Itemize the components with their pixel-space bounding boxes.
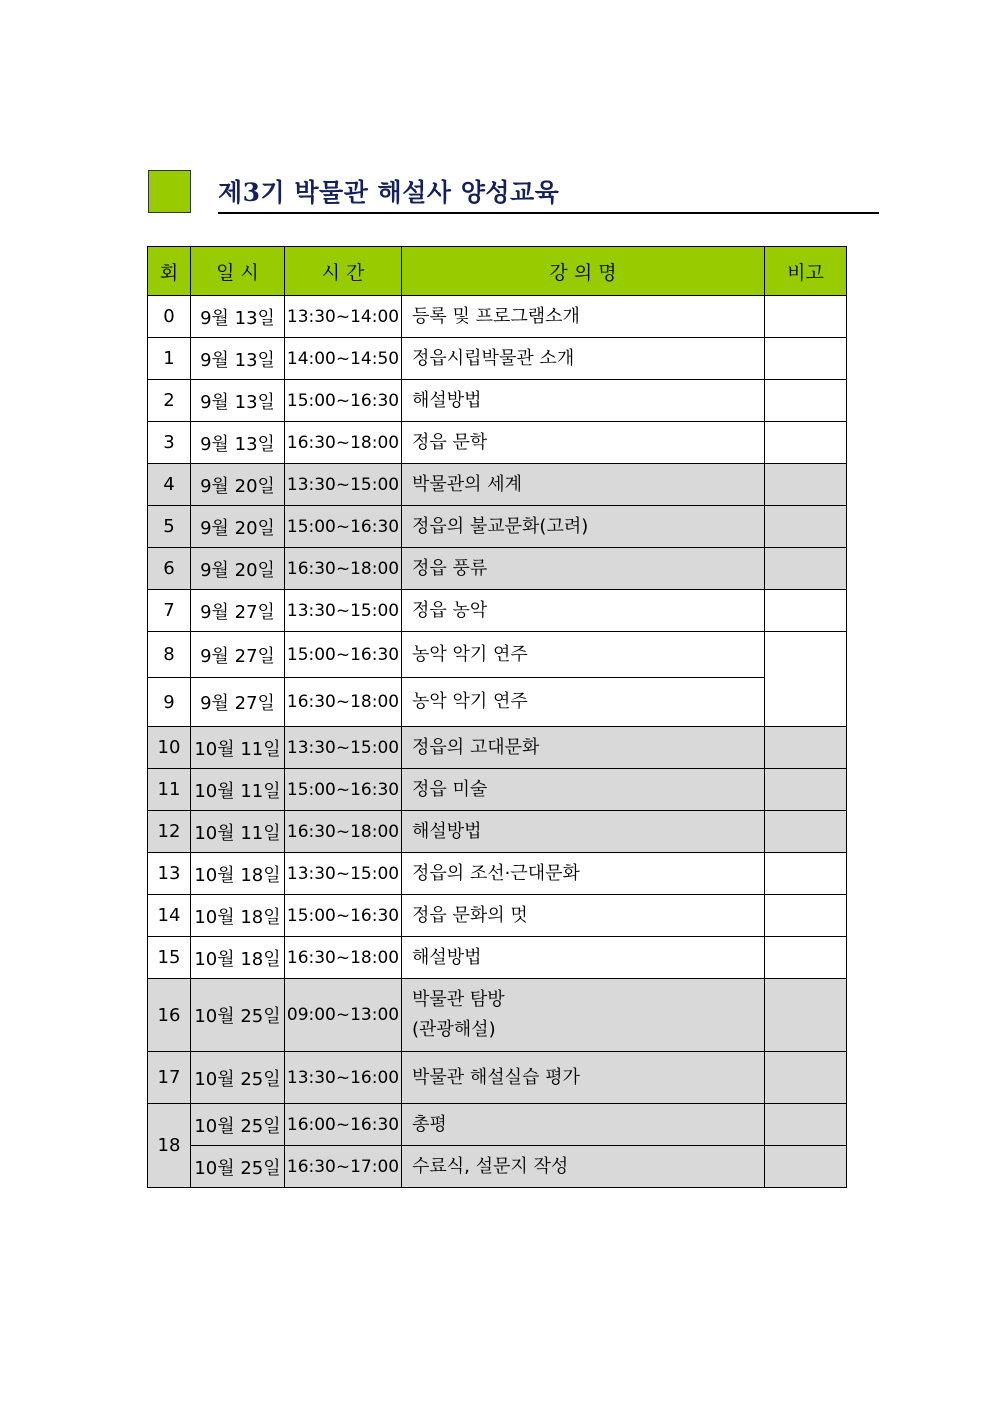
cell-date: 9월 13일 (191, 338, 285, 380)
cell-note (765, 1146, 847, 1188)
cell-time: 15:00~16:30 (285, 769, 402, 811)
cell-no: 14 (148, 895, 191, 937)
schedule-table (147, 246, 847, 1188)
cell-date: 10월 25일 (191, 1104, 285, 1146)
cell-note (765, 727, 847, 769)
cell-note (765, 548, 847, 590)
cell-date: 9월 13일 (191, 296, 285, 338)
cell-note (765, 338, 847, 380)
table-row (148, 632, 847, 678)
header-no: 회 (148, 247, 191, 296)
lecture-line-1: 박물관 탐방 (412, 989, 505, 1010)
cell-date: 10월 18일 (191, 853, 285, 895)
cell-no: 7 (148, 590, 191, 632)
cell-lecture: 정읍시립박물관 소개 (402, 338, 765, 380)
table-row (148, 1052, 847, 1104)
cell-date: 10월 25일 (191, 1052, 285, 1104)
table-row (148, 1104, 847, 1146)
table-row (148, 1146, 847, 1188)
table-row (148, 296, 847, 338)
table-row (148, 769, 847, 811)
cell-note (765, 464, 847, 506)
cell-note (765, 769, 847, 811)
cell-time: 16:30~18:00 (285, 811, 402, 853)
cell-date: 9월 13일 (191, 422, 285, 464)
lecture-line-2: (관광해설) (412, 1019, 496, 1040)
cell-note (765, 895, 847, 937)
header-date: 일 시 (191, 247, 285, 296)
cell-date: 10월 25일 (191, 1146, 285, 1188)
header-note: 비고 (765, 247, 847, 296)
cell-no: 6 (148, 548, 191, 590)
cell-date: 9월 20일 (191, 506, 285, 548)
cell-lecture: 수료식, 설문지 작성 (402, 1146, 765, 1188)
table-row (148, 380, 847, 422)
cell-date: 9월 20일 (191, 548, 285, 590)
cell-lecture: 박물관 해설실습 평가 (402, 1052, 765, 1104)
table-row (148, 506, 847, 548)
table-row (148, 979, 847, 1052)
cell-date: 10월 18일 (191, 937, 285, 979)
cell-lecture: 정읍 문화의 멋 (402, 895, 765, 937)
cell-time: 16:30~18:00 (285, 678, 402, 727)
cell-no: 9 (148, 678, 191, 727)
header-lecture: 강 의 명 (402, 247, 765, 296)
cell-lecture: 정읍 풍류 (402, 548, 765, 590)
header-time: 시 간 (285, 247, 402, 296)
cell-date: 10월 11일 (191, 727, 285, 769)
cell-no: 0 (148, 296, 191, 338)
cell-lecture: 정읍 미술 (402, 769, 765, 811)
cell-lecture: 총평 (402, 1104, 765, 1146)
table-row (148, 338, 847, 380)
cell-no: 1 (148, 338, 191, 380)
cell-note (765, 979, 847, 1052)
cell-time: 13:30~15:00 (285, 727, 402, 769)
table-row (148, 590, 847, 632)
table-row (148, 811, 847, 853)
cell-date: 9월 27일 (191, 590, 285, 632)
table-row (148, 853, 847, 895)
cell-time: 16:30~18:00 (285, 937, 402, 979)
cell-date: 9월 27일 (191, 632, 285, 678)
cell-time: 14:00~14:50 (285, 338, 402, 380)
cell-no: 16 (148, 979, 191, 1052)
cell-time: 16:30~18:00 (285, 548, 402, 590)
cell-no: 10 (148, 727, 191, 769)
cell-time: 13:30~14:00 (285, 296, 402, 338)
cell-date: 10월 11일 (191, 811, 285, 853)
title-marker-square (148, 170, 191, 213)
cell-no: 15 (148, 937, 191, 979)
page-title: 제3기 박물관 해설사 양성교육 (218, 178, 560, 207)
table-row (148, 464, 847, 506)
cell-date: 9월 13일 (191, 380, 285, 422)
cell-note (765, 853, 847, 895)
cell-lecture: 해설방법 (402, 937, 765, 979)
cell-time: 16:00~16:30 (285, 1104, 402, 1146)
cell-note (765, 506, 847, 548)
cell-note (765, 811, 847, 853)
table-row (148, 895, 847, 937)
cell-time: 16:30~18:00 (285, 422, 402, 464)
cell-note (765, 632, 847, 727)
cell-no: 17 (148, 1052, 191, 1104)
cell-lecture: 정읍 문학 (402, 422, 765, 464)
table-row (148, 727, 847, 769)
cell-note (765, 296, 847, 338)
cell-time: 13:30~15:00 (285, 590, 402, 632)
cell-date: 9월 27일 (191, 678, 285, 727)
cell-no: 2 (148, 380, 191, 422)
cell-no: 5 (148, 506, 191, 548)
cell-no: 13 (148, 853, 191, 895)
cell-date: 10월 25일 (191, 979, 285, 1052)
cell-lecture: 해설방법 (402, 811, 765, 853)
cell-time: 13:30~16:00 (285, 1052, 402, 1104)
cell-note (765, 422, 847, 464)
cell-time: 13:30~15:00 (285, 464, 402, 506)
cell-time: 15:00~16:30 (285, 632, 402, 678)
cell-note (765, 937, 847, 979)
cell-lecture: 정읍의 조선·근대문화 (402, 853, 765, 895)
cell-lecture: 정읍 농악 (402, 590, 765, 632)
cell-lecture: 해설방법 (402, 380, 765, 422)
cell-lecture: 박물관의 세계 (402, 464, 765, 506)
cell-lecture (402, 979, 765, 1052)
cell-note (765, 1052, 847, 1104)
cell-no: 18 (148, 1104, 191, 1188)
cell-time: 15:00~16:30 (285, 380, 402, 422)
cell-date: 10월 11일 (191, 769, 285, 811)
cell-note (765, 1104, 847, 1146)
cell-date: 10월 18일 (191, 895, 285, 937)
cell-lecture: 정읍의 불교문화(고려) (402, 506, 765, 548)
cell-no: 12 (148, 811, 191, 853)
cell-lecture: 농악 악기 연주 (402, 678, 765, 727)
table-header-row (148, 247, 847, 296)
title-underline (218, 212, 879, 214)
table-row (148, 422, 847, 464)
table-row (148, 548, 847, 590)
cell-note (765, 590, 847, 632)
cell-time: 13:30~15:00 (285, 853, 402, 895)
cell-note (765, 380, 847, 422)
cell-date: 9월 20일 (191, 464, 285, 506)
cell-lecture: 등록 및 프로그램소개 (402, 296, 765, 338)
cell-lecture: 정읍의 고대문화 (402, 727, 765, 769)
cell-time: 15:00~16:30 (285, 506, 402, 548)
cell-lecture: 농악 악기 연주 (402, 632, 765, 678)
table-row (148, 678, 847, 727)
cell-time: 15:00~16:30 (285, 895, 402, 937)
cell-no: 11 (148, 769, 191, 811)
cell-no: 8 (148, 632, 191, 678)
cell-no: 3 (148, 422, 191, 464)
cell-time: 09:00~13:00 (285, 979, 402, 1052)
table-row (148, 937, 847, 979)
cell-no: 4 (148, 464, 191, 506)
cell-time: 16:30~17:00 (285, 1146, 402, 1188)
